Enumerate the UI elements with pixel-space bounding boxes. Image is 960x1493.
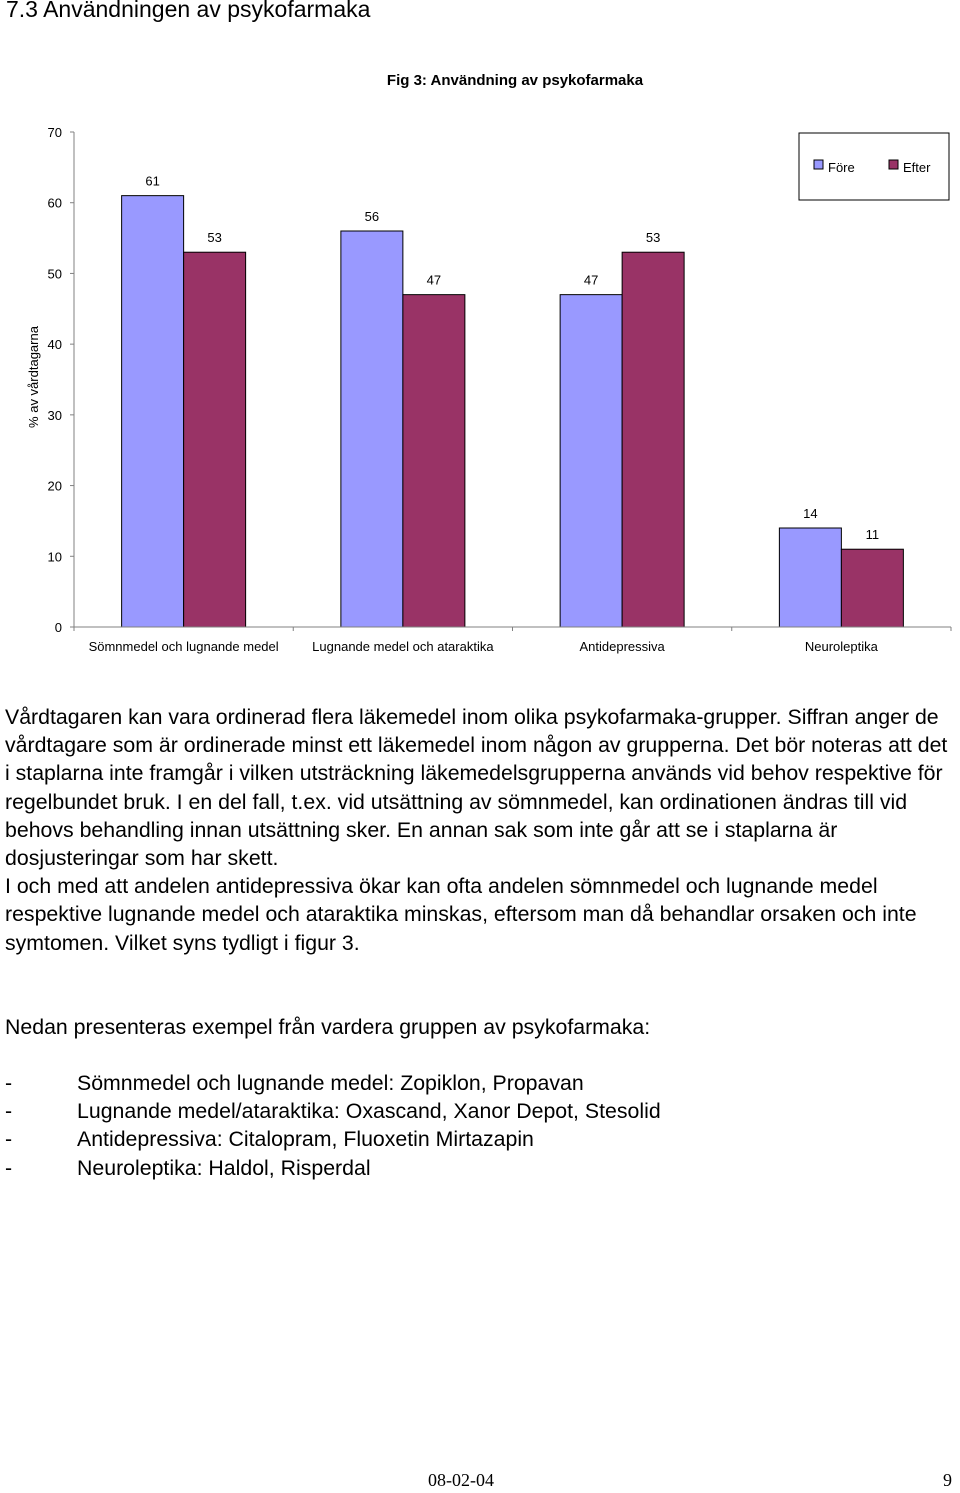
y-tick-label: 20 xyxy=(47,478,62,494)
bar-after xyxy=(622,252,684,627)
y-tick-label: 70 xyxy=(47,125,62,140)
x-tick-label: Neuroleptika xyxy=(804,639,878,654)
bar-value-label: 47 xyxy=(583,272,599,288)
list-bullet: - xyxy=(5,1155,13,1180)
bar-before xyxy=(341,231,403,627)
x-axis-labels xyxy=(89,639,879,654)
bar-value-label: 53 xyxy=(645,230,661,246)
y-tick-label: 30 xyxy=(47,407,62,423)
y-axis-label: % av vårdtagarna xyxy=(26,326,41,428)
bar-after xyxy=(184,252,246,627)
bar-value-label: 11 xyxy=(865,527,880,543)
x-tick-label: Antidepressiva xyxy=(579,639,665,654)
bar-before xyxy=(779,528,841,627)
y-tick-label: 50 xyxy=(47,266,62,282)
section-heading: 7.3 Användningen av psykofarmaka xyxy=(6,0,371,22)
list-item xyxy=(5,1125,661,1153)
legend-swatch xyxy=(889,160,898,169)
page-number: 9 xyxy=(943,1470,952,1490)
y-axis-ticks xyxy=(48,125,74,635)
paragraph-description: Vårdtagaren kan vara ordinerad flera läkemedel inom olika psykofarmaka-grupper. Siffran anger de vårdtagare som är ordinerade minst ett läkemedel inom någon av grupperna. Det bör noteras att det i staplarna inte framgår i vilken utsträckning läkemedelsgrupperna används vid behov respektive för regelbundet bruk. I en del fall, t.ex. vid utsättning av sömnmedel, kan ordinationen ändras till vid behovs behandling innan utsättning sker. En annan sak som inte går att se i staplarna är dosjusteringar som har skett. xyxy=(5,705,948,871)
list-bullet: - xyxy=(5,1099,13,1124)
list-bullet: - xyxy=(5,1127,13,1152)
bar-value-label: 47 xyxy=(426,272,442,288)
bar-chart-svg xyxy=(0,55,960,665)
list-item-text: Lugnande medel/ataraktika: Oxascand, Xanor Depot, Stesolid xyxy=(77,1099,661,1124)
bar-value-label: 53 xyxy=(207,230,222,246)
y-tick-label: 40 xyxy=(47,337,62,353)
legend-label: Efter xyxy=(903,160,931,175)
x-tick-label: Sömnmedel och lugnande medel xyxy=(88,639,279,654)
list-item xyxy=(5,1154,661,1182)
bar-before xyxy=(122,196,184,627)
legend-swatch xyxy=(814,160,823,169)
footer-date: 08-02-04 xyxy=(428,1470,494,1490)
legend xyxy=(799,133,949,200)
list-item-text: Neuroleptika: Haldol, Risperdal xyxy=(77,1155,371,1180)
bar-value-label: 56 xyxy=(364,209,380,224)
list-bullet: - xyxy=(5,1071,13,1095)
x-tick-label: Lugnande medel och ataraktika xyxy=(312,639,494,654)
bar-after xyxy=(841,549,903,627)
figure-3-chart xyxy=(0,55,960,665)
list-item xyxy=(5,1097,661,1125)
bar-value-label: 14 xyxy=(803,506,818,521)
bars xyxy=(122,196,904,627)
chart-title: Fig 3: Användning av psykofarmaka xyxy=(386,72,644,89)
y-tick-label: 60 xyxy=(47,195,62,211)
bar-value-label: 61 xyxy=(145,173,160,189)
bar-before xyxy=(560,295,622,627)
y-tick-label: 0 xyxy=(54,620,62,635)
legend-label: Före xyxy=(828,160,855,175)
y-tick-label: 10 xyxy=(47,549,62,565)
paragraph-analysis: I och med att andelen antidepressiva ökar kan ofta andelen sömnmedel och lugnande medel respektive lugnande medel och ataraktika minskas, eftersom man då behandlar orsaken och inte symtomen. Vilket syns tydligt i figur 3. xyxy=(5,874,917,955)
list-item-text: Antidepressiva: Citalopram, Fluoxetin Mirtazapin xyxy=(77,1127,534,1152)
examples-intro: Nedan presenteras exempel från vardera gruppen av psykofarmaka: xyxy=(5,1015,651,1039)
list-item-text: Sömnmedel och lugnande medel: Zopiklon, Propavan xyxy=(77,1071,584,1095)
list-item xyxy=(5,1069,661,1097)
data-labels xyxy=(145,174,879,543)
examples-list xyxy=(5,1069,661,1182)
bar-after xyxy=(403,295,465,627)
